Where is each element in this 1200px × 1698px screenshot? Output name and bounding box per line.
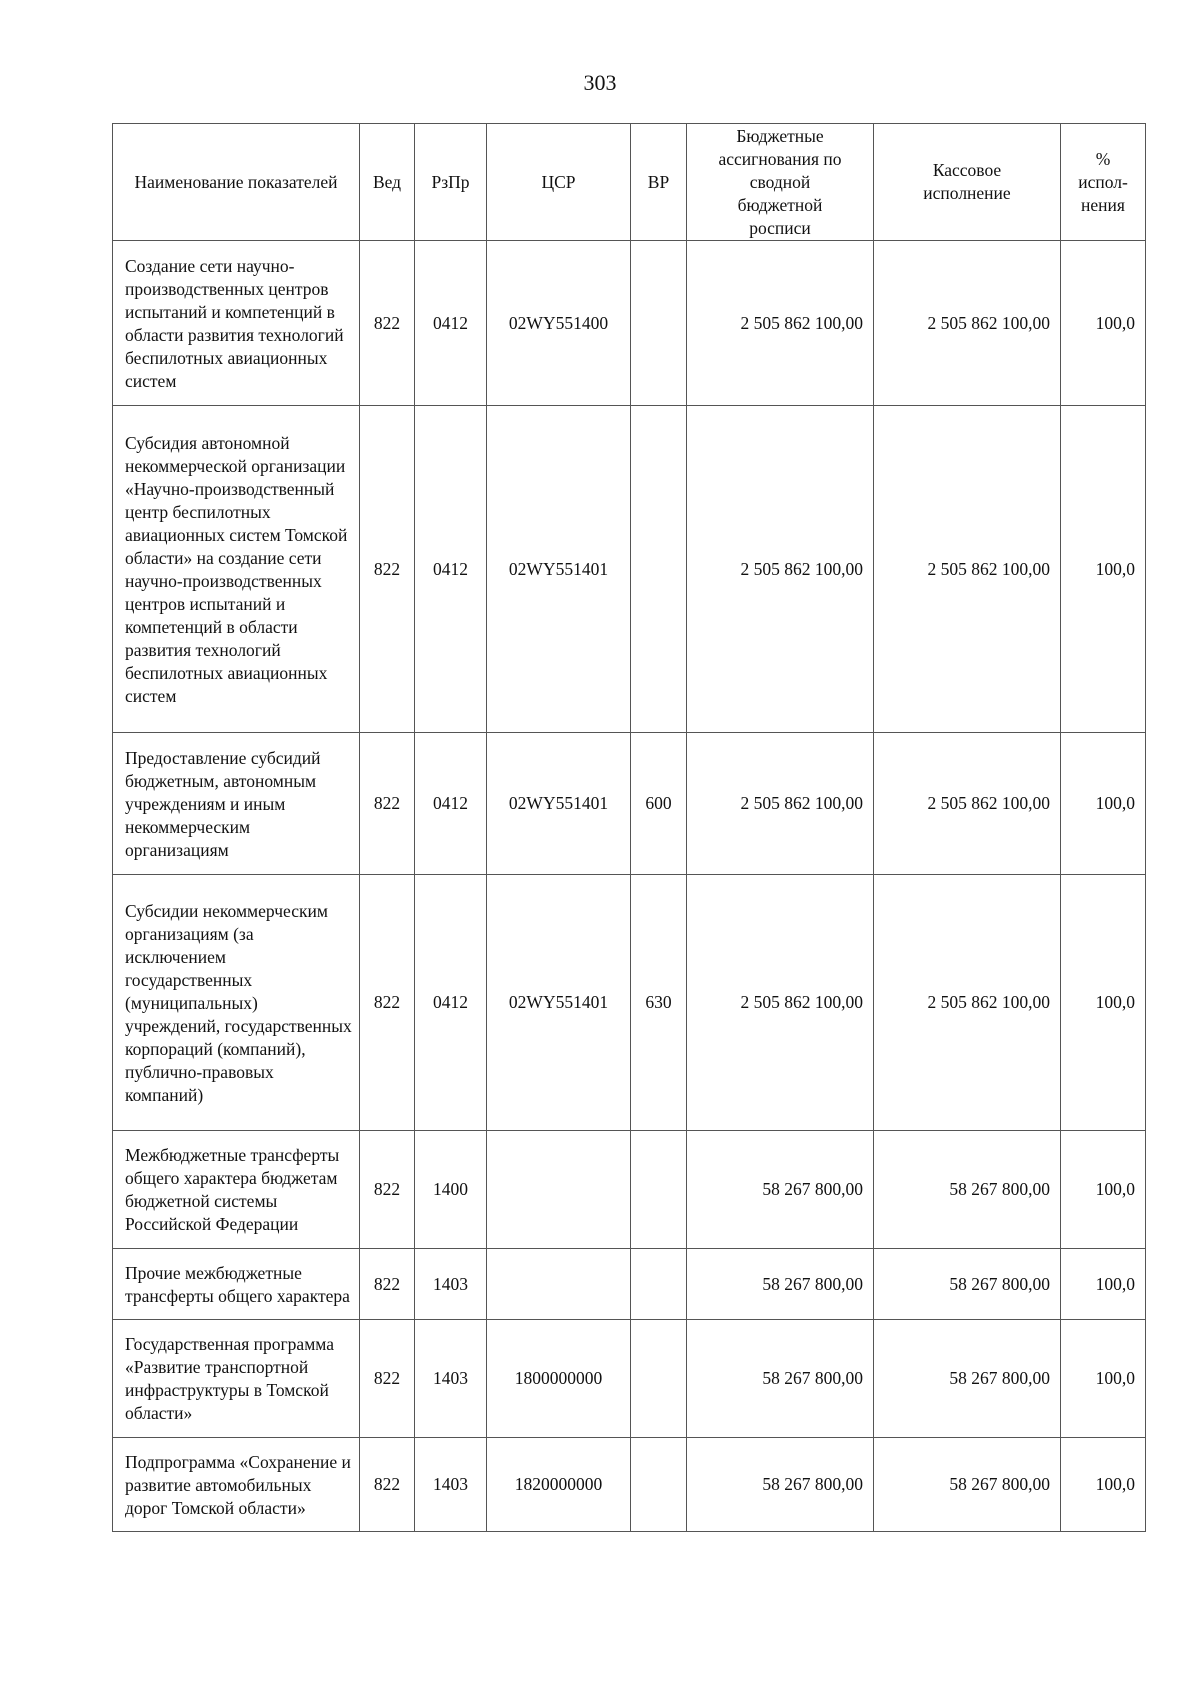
row-csr: 1800000000 — [487, 1320, 631, 1438]
header-assigned: Бюджетные ассигнования по сводной бюджетной росписи — [687, 124, 874, 241]
row-name: Предоставление субсидий бюджетным, автономным учреждениям и иным некоммерческим организациям — [113, 733, 360, 875]
table-row — [113, 1438, 1146, 1532]
row-name: Подпрограмма «Сохранение и развитие автомобильных дорог Томской области» — [113, 1438, 360, 1532]
row-vr: 630 — [631, 875, 687, 1131]
table-row — [113, 1249, 1146, 1320]
row-executed: 58 267 800,00 — [874, 1320, 1061, 1438]
row-name: Государственная программа «Развитие транспортной инфраструктуры в Томской области» — [113, 1320, 360, 1438]
row-executed: 2 505 862 100,00 — [874, 733, 1061, 875]
row-rzpr: 1400 — [415, 1131, 487, 1249]
row-csr: 1820000000 — [487, 1438, 631, 1532]
row-vr — [631, 241, 687, 406]
row-assigned: 58 267 800,00 — [687, 1438, 874, 1532]
row-vr: 600 — [631, 733, 687, 875]
header-executed: Кассовое исполнение — [874, 124, 1061, 241]
row-ved: 822 — [360, 1249, 415, 1320]
table-row — [113, 875, 1146, 1131]
row-rzpr: 1403 — [415, 1249, 487, 1320]
row-ved: 822 — [360, 1438, 415, 1532]
row-percent: 100,0 — [1061, 875, 1146, 1131]
row-csr — [487, 1249, 631, 1320]
row-percent: 100,0 — [1061, 1131, 1146, 1249]
row-rzpr: 0412 — [415, 406, 487, 733]
header-rzpr: РзПр — [415, 124, 487, 241]
row-csr: 02WY551401 — [487, 733, 631, 875]
header-row — [113, 124, 1146, 241]
row-vr — [631, 1131, 687, 1249]
row-assigned: 58 267 800,00 — [687, 1249, 874, 1320]
row-executed: 2 505 862 100,00 — [874, 406, 1061, 733]
row-name: Субсидии некоммерческим организациям (за исключением государственных (муниципальных) учреждений, государственных корпораций (компаний), публично-правовых компаний) — [113, 875, 360, 1131]
row-ved: 822 — [360, 1131, 415, 1249]
table-row — [113, 1320, 1146, 1438]
row-csr: 02WY551401 — [487, 406, 631, 733]
row-executed: 58 267 800,00 — [874, 1131, 1061, 1249]
row-executed: 58 267 800,00 — [874, 1249, 1061, 1320]
row-csr — [487, 1131, 631, 1249]
row-name: Прочие межбюджетные трансферты общего характера — [113, 1249, 360, 1320]
table-row — [113, 241, 1146, 406]
row-percent: 100,0 — [1061, 733, 1146, 875]
row-vr — [631, 1249, 687, 1320]
row-ved: 822 — [360, 875, 415, 1131]
header-percent: % испол-нения — [1061, 124, 1146, 241]
row-rzpr: 0412 — [415, 733, 487, 875]
row-executed: 2 505 862 100,00 — [874, 241, 1061, 406]
table-row — [113, 1131, 1146, 1249]
row-rzpr: 1403 — [415, 1438, 487, 1532]
row-percent: 100,0 — [1061, 406, 1146, 733]
row-vr — [631, 1438, 687, 1532]
row-name: Субсидия автономной некоммерческой организации «Научно-производственный центр беспилотных авиационных систем Томской области» на создание сети научно-производственных центров испытаний и компетенций в области развития технологий беспилотных авиационных систем — [113, 406, 360, 733]
row-assigned: 58 267 800,00 — [687, 1131, 874, 1249]
header-ved: Вед — [360, 124, 415, 241]
header-vr: ВР — [631, 124, 687, 241]
row-percent: 100,0 — [1061, 241, 1146, 406]
header-name: Наименование показателей — [113, 124, 360, 241]
row-vr — [631, 406, 687, 733]
row-executed: 58 267 800,00 — [874, 1438, 1061, 1532]
row-percent: 100,0 — [1061, 1320, 1146, 1438]
row-ved: 822 — [360, 1320, 415, 1438]
row-assigned: 2 505 862 100,00 — [687, 733, 874, 875]
row-csr: 02WY551400 — [487, 241, 631, 406]
table-row — [113, 406, 1146, 733]
row-rzpr: 0412 — [415, 875, 487, 1131]
row-name: Создание сети научно-производственных центров испытаний и компетенций в области развития технологий беспилотных авиационных систем — [113, 241, 360, 406]
budget-table — [112, 123, 1146, 1532]
row-assigned: 2 505 862 100,00 — [687, 875, 874, 1131]
row-percent: 100,0 — [1061, 1438, 1146, 1532]
row-executed: 2 505 862 100,00 — [874, 875, 1061, 1131]
header-csr: ЦСР — [487, 124, 631, 241]
row-assigned: 58 267 800,00 — [687, 1320, 874, 1438]
row-assigned: 2 505 862 100,00 — [687, 406, 874, 733]
page-number: 303 — [583, 70, 617, 95]
row-csr: 02WY551401 — [487, 875, 631, 1131]
row-name: Межбюджетные трансферты общего характера бюджетам бюджетной системы Российской Федерации — [113, 1131, 360, 1249]
row-vr — [631, 1320, 687, 1438]
row-ved: 822 — [360, 406, 415, 733]
row-rzpr: 1403 — [415, 1320, 487, 1438]
row-assigned: 2 505 862 100,00 — [687, 241, 874, 406]
row-ved: 822 — [360, 733, 415, 875]
row-rzpr: 0412 — [415, 241, 487, 406]
row-ved: 822 — [360, 241, 415, 406]
row-percent: 100,0 — [1061, 1249, 1146, 1320]
table-row — [113, 733, 1146, 875]
